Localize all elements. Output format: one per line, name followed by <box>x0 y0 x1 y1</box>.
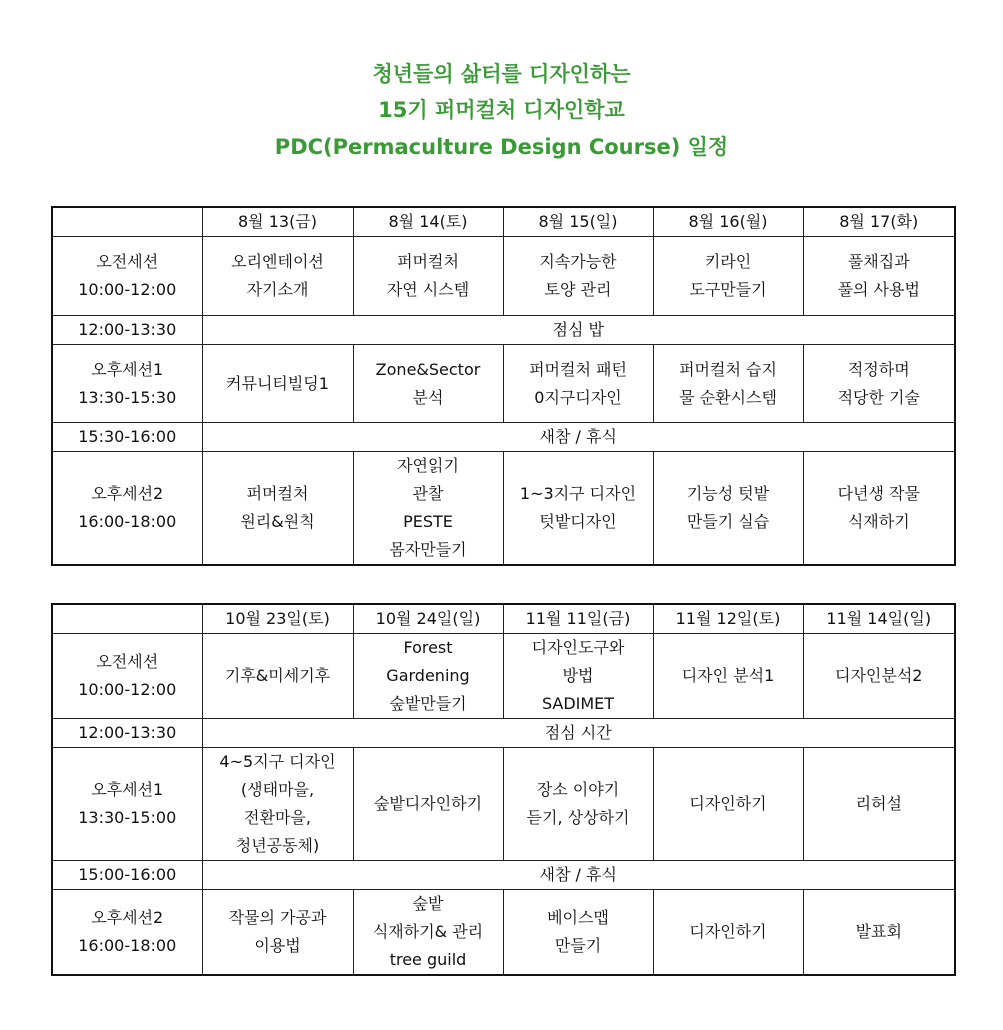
date-header-row <box>52 604 955 634</box>
activity-cell <box>653 452 803 566</box>
cell-text-line: 자기소개 <box>246 280 309 299</box>
cell-text-line: 텃밭디자인 <box>539 512 617 531</box>
activity-cell <box>202 452 353 566</box>
session-time-cell <box>52 748 202 861</box>
cell-text-line: 장소 이야기 <box>536 780 620 799</box>
cell-text-line: 오후세션2 <box>91 484 164 503</box>
cell-text-line: 자연 시스템 <box>386 280 470 299</box>
cell-text-line: 기능성 텃밭 <box>686 484 770 503</box>
date-header-cell: 8월 15(일) <box>503 207 653 237</box>
cell-text-line: SADIMET <box>541 694 615 713</box>
activity-cell <box>202 237 353 316</box>
date-header-cell: 11월 14일(일) <box>803 604 955 634</box>
break-cell: 새참 / 휴식 <box>202 423 955 452</box>
cell-text-line: 12:00-13:30 <box>78 320 177 339</box>
date-header-cell: 8월 13(금) <box>202 207 353 237</box>
cell-text-line: Zone&Sector <box>375 359 481 379</box>
corner-cell <box>52 207 202 237</box>
cell-text-line: 만들기 <box>554 936 602 955</box>
date-header-cell: 8월 14(토) <box>353 207 503 237</box>
cell-text-line: 오후세션1 <box>91 359 164 379</box>
cell-text-line: 4~5지구 디자인 <box>219 752 336 771</box>
cell-text-line: 식재하기 <box>847 512 910 531</box>
cell-text-line: 16:00-18:00 <box>78 936 177 955</box>
cell-text-line: 0지구디자인 <box>534 387 622 407</box>
cell-text-line: 디자인하기 <box>689 794 767 813</box>
date-header-cell: 10월 23일(토) <box>202 604 353 634</box>
break-row <box>52 316 955 345</box>
activity-cell <box>803 237 955 316</box>
activity-cell <box>803 634 955 719</box>
activity-cell <box>653 237 803 316</box>
cell-text-line: 분석 <box>412 387 444 407</box>
activity-cell <box>503 452 653 566</box>
session-time-cell <box>52 861 202 890</box>
cell-text-line: 퍼머컬처 <box>246 484 309 503</box>
activity-cell <box>653 748 803 861</box>
cell-text-line: (생태마을, <box>240 780 315 799</box>
cell-text-line: tree guild <box>389 950 467 969</box>
cell-text-line: 발표회 <box>855 922 902 941</box>
cell-text-line: 적당한 기술 <box>837 387 920 407</box>
session-row <box>52 237 955 316</box>
cell-text-line: Forest <box>403 638 453 657</box>
cell-text-line: 토양 관리 <box>544 280 612 299</box>
cell-text-line: 작물의 가공과 <box>228 908 327 927</box>
date-header-cell: 8월 17(화) <box>803 207 955 237</box>
date-header-cell: 11월 11일(금) <box>503 604 653 634</box>
date-header-cell: 11월 12일(토) <box>653 604 803 634</box>
cell-text-line: 10:00-12:00 <box>78 680 177 699</box>
cell-text-line: 풀채집과 <box>847 252 910 271</box>
session-time-cell <box>52 423 202 452</box>
break-cell: 점심 밥 <box>202 316 955 345</box>
break-row <box>52 423 955 452</box>
activity-cell <box>803 345 955 423</box>
cell-text-line: 10:00-12:00 <box>78 280 177 299</box>
cell-text-line: 12:00-13:30 <box>78 723 177 742</box>
activity-cell <box>353 748 503 861</box>
activity-cell <box>503 890 653 976</box>
cell-text-line: 디자인하기 <box>689 922 767 941</box>
cell-text-line: 오후세션1 <box>91 780 164 799</box>
cell-text-line: 숲밭디자인하기 <box>373 794 483 813</box>
cell-text-line: 식재하기& 관리 <box>372 922 484 941</box>
cell-text-line: 관찰 <box>412 484 444 503</box>
cell-text-line: 퍼머컬처 습지 <box>679 359 777 379</box>
cell-text-line: 숲밭만들기 <box>389 694 467 713</box>
cell-text-line: 다년생 작물 <box>837 484 920 503</box>
cell-text-line: 숲밭 <box>412 894 444 913</box>
title-line-3: PDC(Permaculture Design Course) 일정 <box>274 135 729 159</box>
cell-text-line: 듣기, 상상하기 <box>526 808 630 827</box>
date-header-cell: 8월 16(월) <box>653 207 803 237</box>
session-time-cell <box>52 719 202 748</box>
session-time-cell <box>52 452 202 566</box>
cell-text-line: 디자인도구와 <box>531 638 625 657</box>
activity-cell <box>202 748 353 861</box>
cell-text-line: 퍼머컬처 패턴 <box>529 359 627 379</box>
break-cell: 새참 / 휴식 <box>202 861 955 890</box>
activity-cell <box>503 748 653 861</box>
cell-text-line: PESTE <box>403 512 453 531</box>
cell-text-line: 퍼머컬처 <box>397 252 459 271</box>
activity-cell <box>202 634 353 719</box>
cell-text-line: 리허설 <box>855 794 902 813</box>
cell-text-line: 몸자만들기 <box>389 540 467 559</box>
cell-text-line: 15:30-16:00 <box>78 427 177 446</box>
cell-text-line: 도구만들기 <box>689 280 767 299</box>
title-line-2: 15기 퍼머컬처 디자인학교 <box>378 98 625 122</box>
cell-text-line: 오리엔테이션 <box>231 252 324 271</box>
cell-text-line: 오전세션 <box>96 252 159 271</box>
activity-cell <box>353 345 503 423</box>
schedule-table-august <box>51 206 956 566</box>
break-row <box>52 861 955 890</box>
cell-text-line: 이용법 <box>254 936 301 955</box>
cell-text-line: 풀의 사용법 <box>837 280 920 299</box>
activity-cell <box>353 890 503 976</box>
session-row <box>52 748 955 861</box>
activity-cell <box>803 452 955 566</box>
activity-cell <box>353 634 503 719</box>
cell-text-line: 13:30-15:00 <box>78 808 177 827</box>
cell-text-line: 오전세션 <box>96 652 159 671</box>
cell-text-line: 자연읽기 <box>397 456 459 475</box>
activity-cell <box>503 634 653 719</box>
activity-cell <box>202 890 353 976</box>
title-line-1: 청년들의 삶터를 디자인하는 <box>372 62 631 86</box>
session-time-cell <box>52 316 202 345</box>
cell-text-line: 오후세션2 <box>91 908 164 927</box>
session-row <box>52 634 955 719</box>
session-time-cell <box>52 890 202 976</box>
cell-text-line: 13:30-15:30 <box>78 387 177 407</box>
activity-cell <box>503 345 653 423</box>
activity-cell <box>653 634 803 719</box>
activity-cell <box>202 345 353 423</box>
break-row <box>52 719 955 748</box>
cell-text-line: 기후&미세기후 <box>224 666 331 685</box>
cell-text-line: 커뮤니티빌딩1 <box>226 373 329 393</box>
cell-text-line: 전환마을, <box>244 808 311 827</box>
cell-text-line: 디자인분석2 <box>835 666 923 685</box>
cell-text-line: 15:00-16:00 <box>78 865 177 884</box>
activity-cell <box>353 452 503 566</box>
cell-text-line: 방법 <box>562 666 594 685</box>
break-cell: 점심 시간 <box>202 719 955 748</box>
session-time-cell <box>52 634 202 719</box>
cell-text-line: 물 순환시스템 <box>679 387 777 407</box>
activity-cell <box>503 237 653 316</box>
session-time-cell <box>52 345 202 423</box>
cell-text-line: 적정하며 <box>847 359 910 379</box>
cell-text-line: 청년공동체) <box>235 836 320 855</box>
activity-cell <box>803 890 955 976</box>
cell-text-line: 1~3지구 디자인 <box>519 484 637 503</box>
activity-cell <box>653 345 803 423</box>
cell-text-line: 원리&원칙 <box>240 512 315 531</box>
activity-cell <box>653 890 803 976</box>
cell-text-line: 만들기 실습 <box>686 512 770 531</box>
session-row <box>52 890 955 976</box>
cell-text-line: 디자인 분석1 <box>681 666 775 685</box>
cell-text-line: 지속가능한 <box>539 252 617 271</box>
cell-text-line: 키라인 <box>704 252 752 271</box>
cell-text-line: 베이스맵 <box>547 908 609 927</box>
cell-text-line: 16:00-18:00 <box>78 512 177 531</box>
date-header-row <box>52 207 955 237</box>
date-header-cell: 10월 24일(일) <box>353 604 503 634</box>
session-row <box>52 345 955 423</box>
activity-cell <box>803 748 955 861</box>
session-row <box>52 452 955 566</box>
schedule-table-october-november <box>51 603 956 976</box>
session-time-cell <box>52 237 202 316</box>
corner-cell <box>52 604 202 634</box>
cell-text-line: Gardening <box>386 666 470 685</box>
activity-cell <box>353 237 503 316</box>
